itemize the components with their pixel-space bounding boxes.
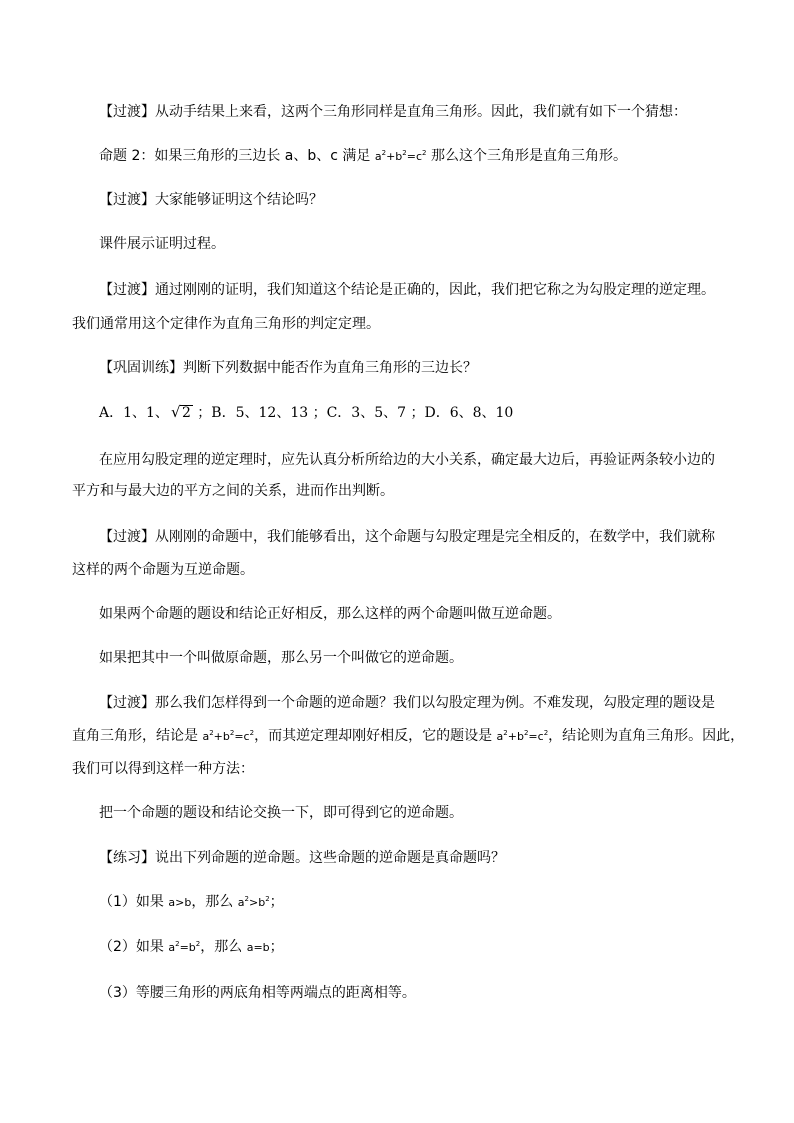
body-paragraph: 课件展示证明过程。 [99, 236, 225, 252]
transition-paragraph: 【过渡】从刚刚的命题中，我们能够看出，这个命题与勾股定理是完全相反的，在数学中，我们就称 [99, 529, 715, 545]
definition-paragraph: 如果把其中一个叫做原命题，那么另一个叫做它的逆命题。 [99, 650, 463, 666]
practice-heading: 【练习】说出下列命题的逆命题。这些命题的逆命题是真命题吗？ [99, 850, 505, 866]
transition-paragraph: 【过渡】从动手结果上来看，这两个三角形同样是直角三角形。因此，我们就有如下一个猜想： [99, 104, 687, 120]
proposition-2: 命题 2：如果三角形的三边长 a、b、c 满足 $a^2+b^2=c^2$ 那么这个三角形是直角三角形。 [99, 148, 627, 164]
radical-sign-icon: √ [170, 403, 181, 421]
body-paragraph-continuation: 这样的两个命题为互逆命题。 [72, 562, 254, 578]
formula-b: +b [386, 150, 403, 163]
superscript: 2 [422, 149, 427, 157]
superscript: 2 [402, 149, 407, 157]
body-paragraph-continuation: 我们可以得到这样一种方法： [72, 761, 254, 777]
method-paragraph: 把一个命题的题设和结论交换一下，即可得到它的逆命题。 [99, 805, 463, 821]
formula-a: a [374, 150, 382, 163]
square-root [171, 403, 193, 423]
practice-item-2: （2）如果 $a^2=b^2$，那么 a=b； [99, 939, 284, 955]
practice-item-3: （3）等腰三角形的两底角相等两端点的距离相等。 [99, 985, 416, 1001]
exercise-heading: 【巩固训练】判断下列数据中能否作为直角三角形的三边长？ [99, 360, 477, 376]
body-paragraph-continuation: 直角三角形，结论是 $a^2+b^2=c^2$，而其逆定理却刚好相反，它的题设是 $a^2+b^2=c^2$，结论则为直角三角形。因此， [72, 728, 745, 744]
transition-paragraph: 【过渡】大家能够证明这个结论吗？ [99, 192, 323, 208]
formula-c: =c [406, 150, 423, 163]
transition-paragraph: 【过渡】那么我们怎样得到一个命题的逆命题？我们以勾股定理为例。不难发现，勾股定理的题设是 [99, 695, 715, 711]
transition-paragraph: 【过渡】通过刚刚的证明，我们知道这个结论是正确的，因此，我们把它称之为勾股定理的逆定理。 [99, 282, 715, 298]
body-paragraph-continuation: 平方和与最大边的平方之间的关系，进而作出判断。 [72, 483, 394, 499]
exercise-options: A．1、1、 √ 2 ；B．5、12、13 ；C．3、5、7 ；D．6、8、10 [99, 403, 514, 421]
radicand: 2 [181, 405, 191, 421]
body-paragraph-continuation: 我们通常用这个定律作为直角三角形的判定定理。 [72, 316, 380, 332]
practice-item-1: （1）如果 a>b，那么 $a^2>b^2$； [99, 894, 284, 910]
superscript: 2 [381, 149, 387, 157]
body-paragraph: 在应用勾股定理的逆定理时，应先认真分析所给边的大小关系，确定最大边后，再验证两条较小边的 [99, 452, 715, 468]
definition-paragraph: 如果两个命题的题设和结论正好相反，那么这样的两个命题叫做互逆命题。 [99, 606, 561, 622]
